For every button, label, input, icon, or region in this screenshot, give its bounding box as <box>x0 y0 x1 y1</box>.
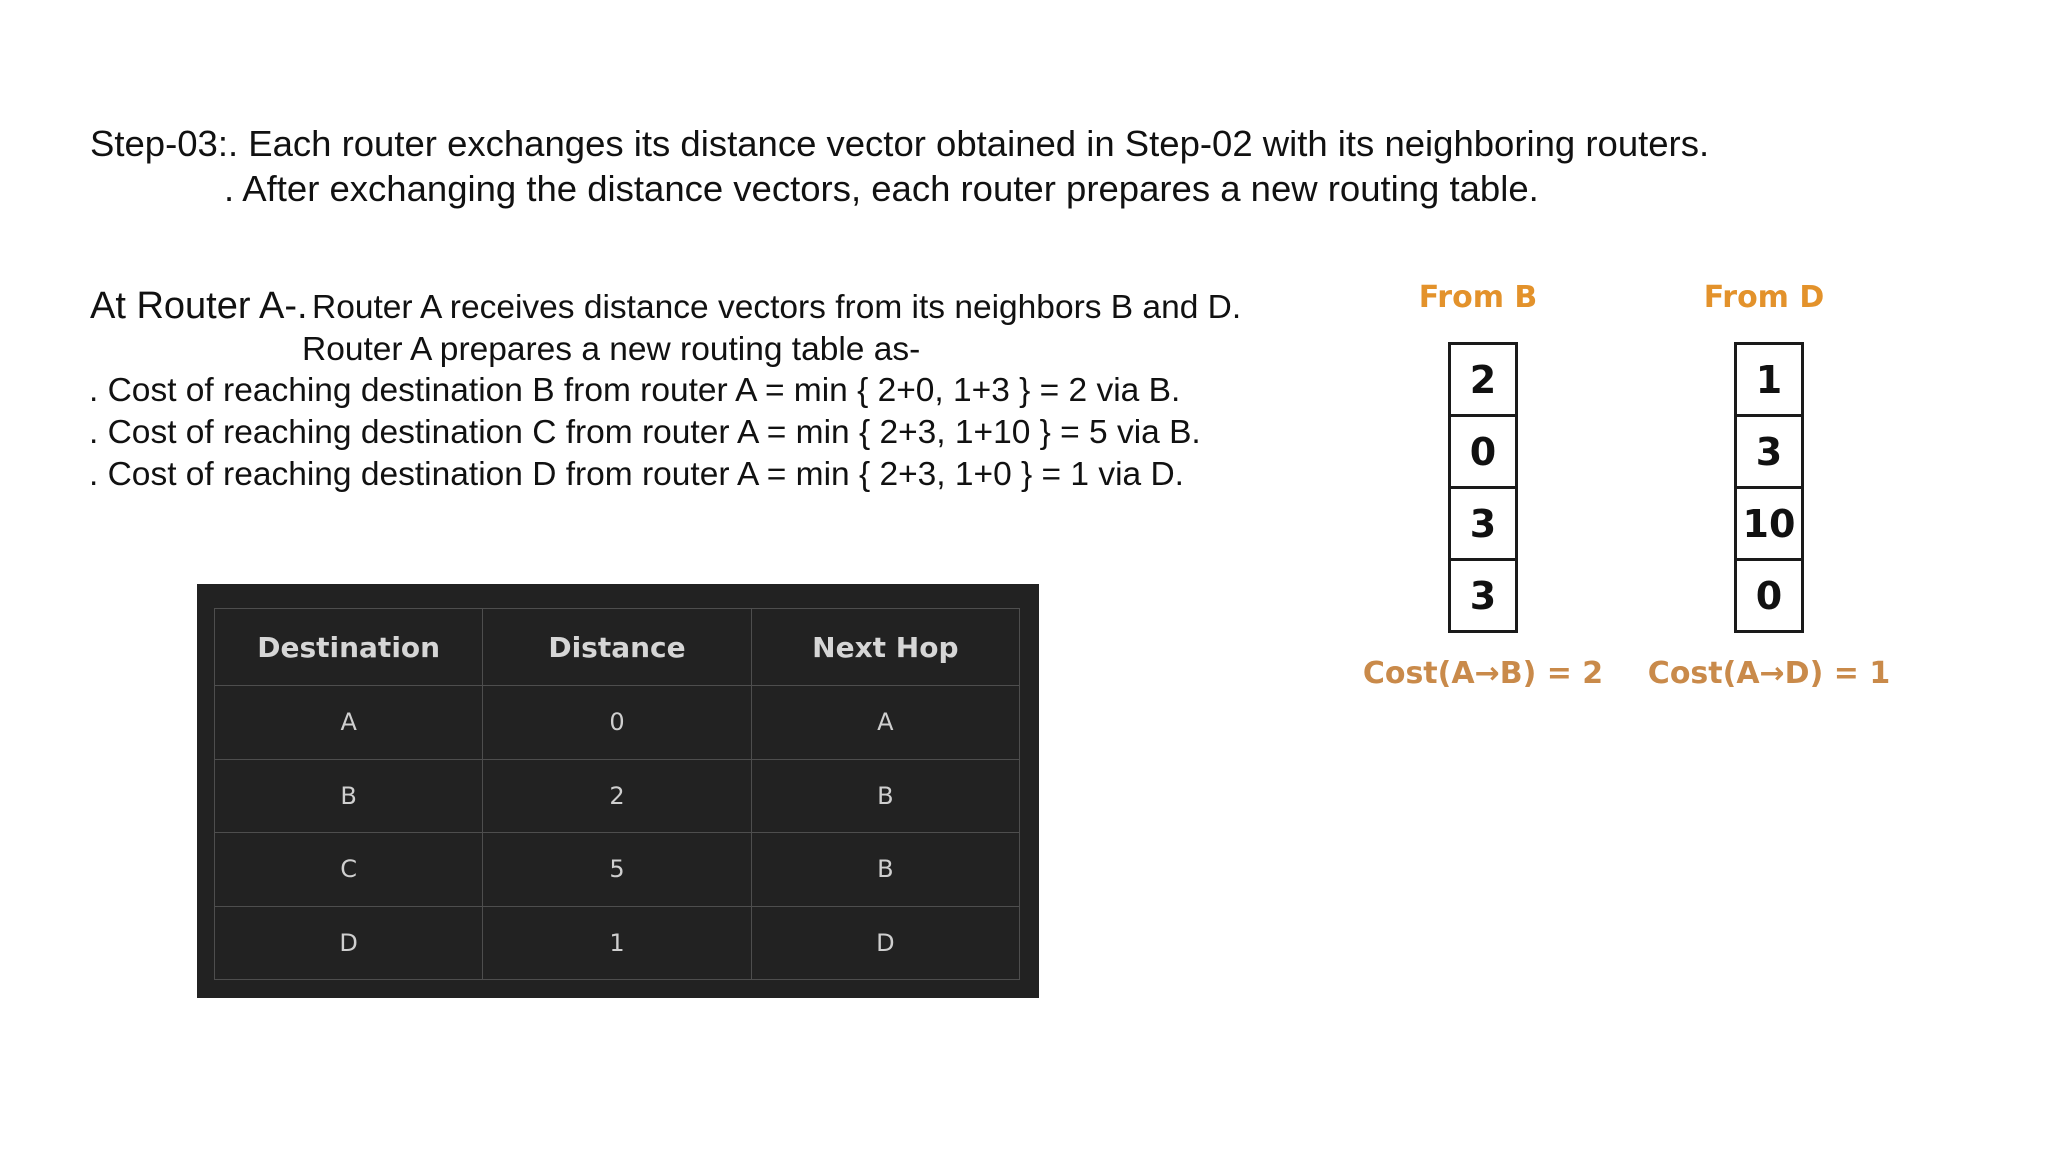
cost-line-b: . Cost of reaching destination B from router A = min { 2+0, 1+3 } = 2 via B. <box>89 372 1181 409</box>
vector-cell: 3 <box>1737 417 1801 489</box>
step-line-1: Step-03:. Each router exchanges its distance vector obtained in Step-02 with its neighboring routers. <box>90 123 1710 164</box>
vector-cell: 3 <box>1451 489 1515 561</box>
vector-cell: 1 <box>1737 345 1801 417</box>
table-row <box>215 686 1020 760</box>
vector-column-from-d <box>1734 342 1804 633</box>
cost-line-c: . Cost of reaching destination C from router A = min { 2+3, 1+10 } = 5 via B. <box>89 414 1201 451</box>
step-line-2: . After exchanging the distance vectors, each router prepares a new routing table. <box>224 168 1539 209</box>
cell-destination: D <box>215 906 483 980</box>
table-row <box>215 906 1020 980</box>
vector-cell: 0 <box>1451 417 1515 489</box>
router-a-prepares: Router A prepares a new routing table as- <box>302 331 921 368</box>
vector-cell: 3 <box>1451 561 1515 633</box>
cell-destination: B <box>215 759 483 833</box>
vector-title-from-b: From B <box>1418 280 1538 315</box>
router-a-heading-line <box>90 287 1241 325</box>
routing-table <box>214 608 1020 980</box>
cell-destination: C <box>215 833 483 907</box>
cell-distance: 5 <box>483 833 751 907</box>
cell-next-hop: D <box>751 906 1019 980</box>
header-next-hop: Next Hop <box>751 609 1019 686</box>
routing-table-panel <box>197 584 1039 998</box>
cell-distance: 2 <box>483 759 751 833</box>
cell-distance: 0 <box>483 686 751 760</box>
cost-line-d: . Cost of reaching destination D from router A = min { 2+3, 1+0 } = 1 via D. <box>89 456 1184 493</box>
vector-cost-a-b: Cost(A→B) = 2 <box>1362 656 1604 691</box>
vector-column-from-b <box>1448 342 1518 633</box>
table-row <box>215 833 1020 907</box>
vector-title-from-d: From D <box>1703 280 1825 315</box>
header-destination: Destination <box>215 609 483 686</box>
table-row <box>215 759 1020 833</box>
cell-next-hop: B <box>751 759 1019 833</box>
vector-cell: 10 <box>1737 489 1801 561</box>
vector-cell: 2 <box>1451 345 1515 417</box>
cell-distance: 1 <box>483 906 751 980</box>
vector-cost-a-d: Cost(A→D) = 1 <box>1647 656 1891 691</box>
router-a-heading-rest: Router A receives distance vectors from its neighbors B and D. <box>312 289 1242 326</box>
vector-cell: 0 <box>1737 561 1801 633</box>
header-distance: Distance <box>483 609 751 686</box>
cell-next-hop: B <box>751 833 1019 907</box>
cell-destination: A <box>215 686 483 760</box>
cell-next-hop: A <box>751 686 1019 760</box>
routing-table-header-row <box>215 609 1020 686</box>
router-a-heading: At Router A-. <box>90 285 308 327</box>
